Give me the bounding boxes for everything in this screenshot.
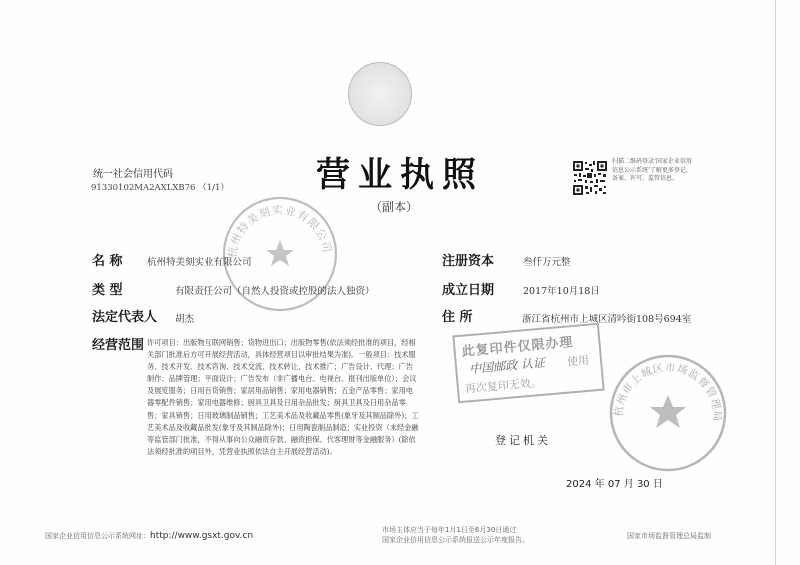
stamp-rect-line4: 再次复印无效。: [464, 375, 543, 396]
footer-right: 国家市场监督管理总局监制: [627, 532, 711, 540]
qr-note: 扫描二维码登录‘国家企业信用信息公示系统’了解更多登记、备案、许可、监管信息。: [612, 158, 692, 182]
name-value: 杭州特美刻实业有限公司: [147, 257, 252, 268]
credit-code-number: 91330102MA2AXLXB76: [91, 183, 196, 193]
qr-code-icon: [572, 160, 608, 196]
license-title: 营业执照: [316, 155, 484, 195]
credit-code-label: 统一社会信用代码: [93, 169, 173, 180]
footer-url[interactable]: http://www.gsxt.gov.cn: [150, 531, 254, 541]
legal-rep-label: 法定代表人: [92, 310, 158, 325]
type-value: 有限责任公司（自然人投资或控股的法人独资）: [175, 286, 375, 297]
registry-day: 30: [636, 479, 650, 490]
registry-year-unit: 年: [594, 479, 605, 490]
registry-date: [566, 475, 663, 490]
address-value: 浙江省杭州市上城区清吟街108号694室: [522, 314, 692, 325]
company-seal-text: 杭州特美刻实业有限公司: [225, 203, 335, 259]
registry-month-unit: 月: [623, 479, 634, 490]
national-emblem: [348, 62, 412, 126]
stamp-rect-line3: 使用: [566, 353, 590, 369]
license-subtitle: （副本）: [370, 200, 419, 214]
footer-center-line2: 国家企业信用信息公示系统报送公示年度报告。: [382, 536, 529, 544]
footer-center-line1: 市场主体应当于每年1月1日至6月30日通过: [382, 526, 517, 534]
footer-left: [45, 531, 253, 541]
registry-month: 07: [607, 479, 621, 490]
registry-year: 2024: [566, 479, 592, 490]
capital-value: 叁仟万元整: [523, 257, 571, 268]
type-label: 类 型: [92, 283, 123, 298]
authority-seal-text: 杭州市上城区市场监督管理局: [612, 361, 724, 423]
credit-code-value: [91, 181, 229, 193]
business-scope-value: 许可项目：出版物互联网销售；货物进出口；出版物零售(依法须经批准的项目，经相关部门批准后方可开展经营活动，具体经营项目以审批结果为准)。一般项目：技术服务、技术开发、技术咨询、技术交流、技术转让、技术推广；广告设计、代理；广告制作；品牌管理；平面设计；广告发布（非广播电台、电视台、报刊出版单位）；会议及展览服务；日用百货销售；家居用品销售；家用电器销售；五金产品零售；家用电器零配件销售；家用电器维修；厨具卫具及日用杂品批发；厨具卫具及日用杂品零售；家具销售；日用玻璃制品销售；工艺美术品及收藏品零售(象牙及其制品除外)；工艺美术品及收藏品批发(象牙及其制品除外)；日用陶瓷制品制造；实业投资（未经金融等监管部门批准，不得从事向公众融资存款、融资担保、代客理财等金融服务）(除依法须经批准的项目外，凭营业执照依法自主开展经营活动)。: [147, 338, 419, 456]
copy-limit-stamp: [452, 323, 604, 404]
authority-seal: [606, 351, 730, 475]
establish-date-value: 2017年10月18日: [523, 286, 600, 297]
name-label: 名 称: [92, 254, 123, 269]
capital-label: 注册资本: [442, 254, 495, 269]
business-scope-label: 经营范围: [92, 338, 145, 353]
footer-center: [382, 525, 529, 545]
footer-left-text: 国家企业信用信息公示系统网址：: [45, 532, 150, 540]
stamp-rect-line1: 此复印件仅限办理: [461, 335, 575, 360]
registry-day-unit: 日: [652, 479, 663, 490]
scan-edge-line: [775, 0, 776, 565]
legal-rep-value: 胡杰: [175, 314, 195, 325]
establish-date-label: 成立日期: [442, 283, 495, 298]
registry-authority-label: 登记机关: [495, 434, 551, 447]
page-index: （1/1）: [198, 183, 229, 193]
stamp-rect-line2: 中国邮政 认证: [468, 355, 546, 377]
address-label: 住 所: [442, 310, 473, 325]
